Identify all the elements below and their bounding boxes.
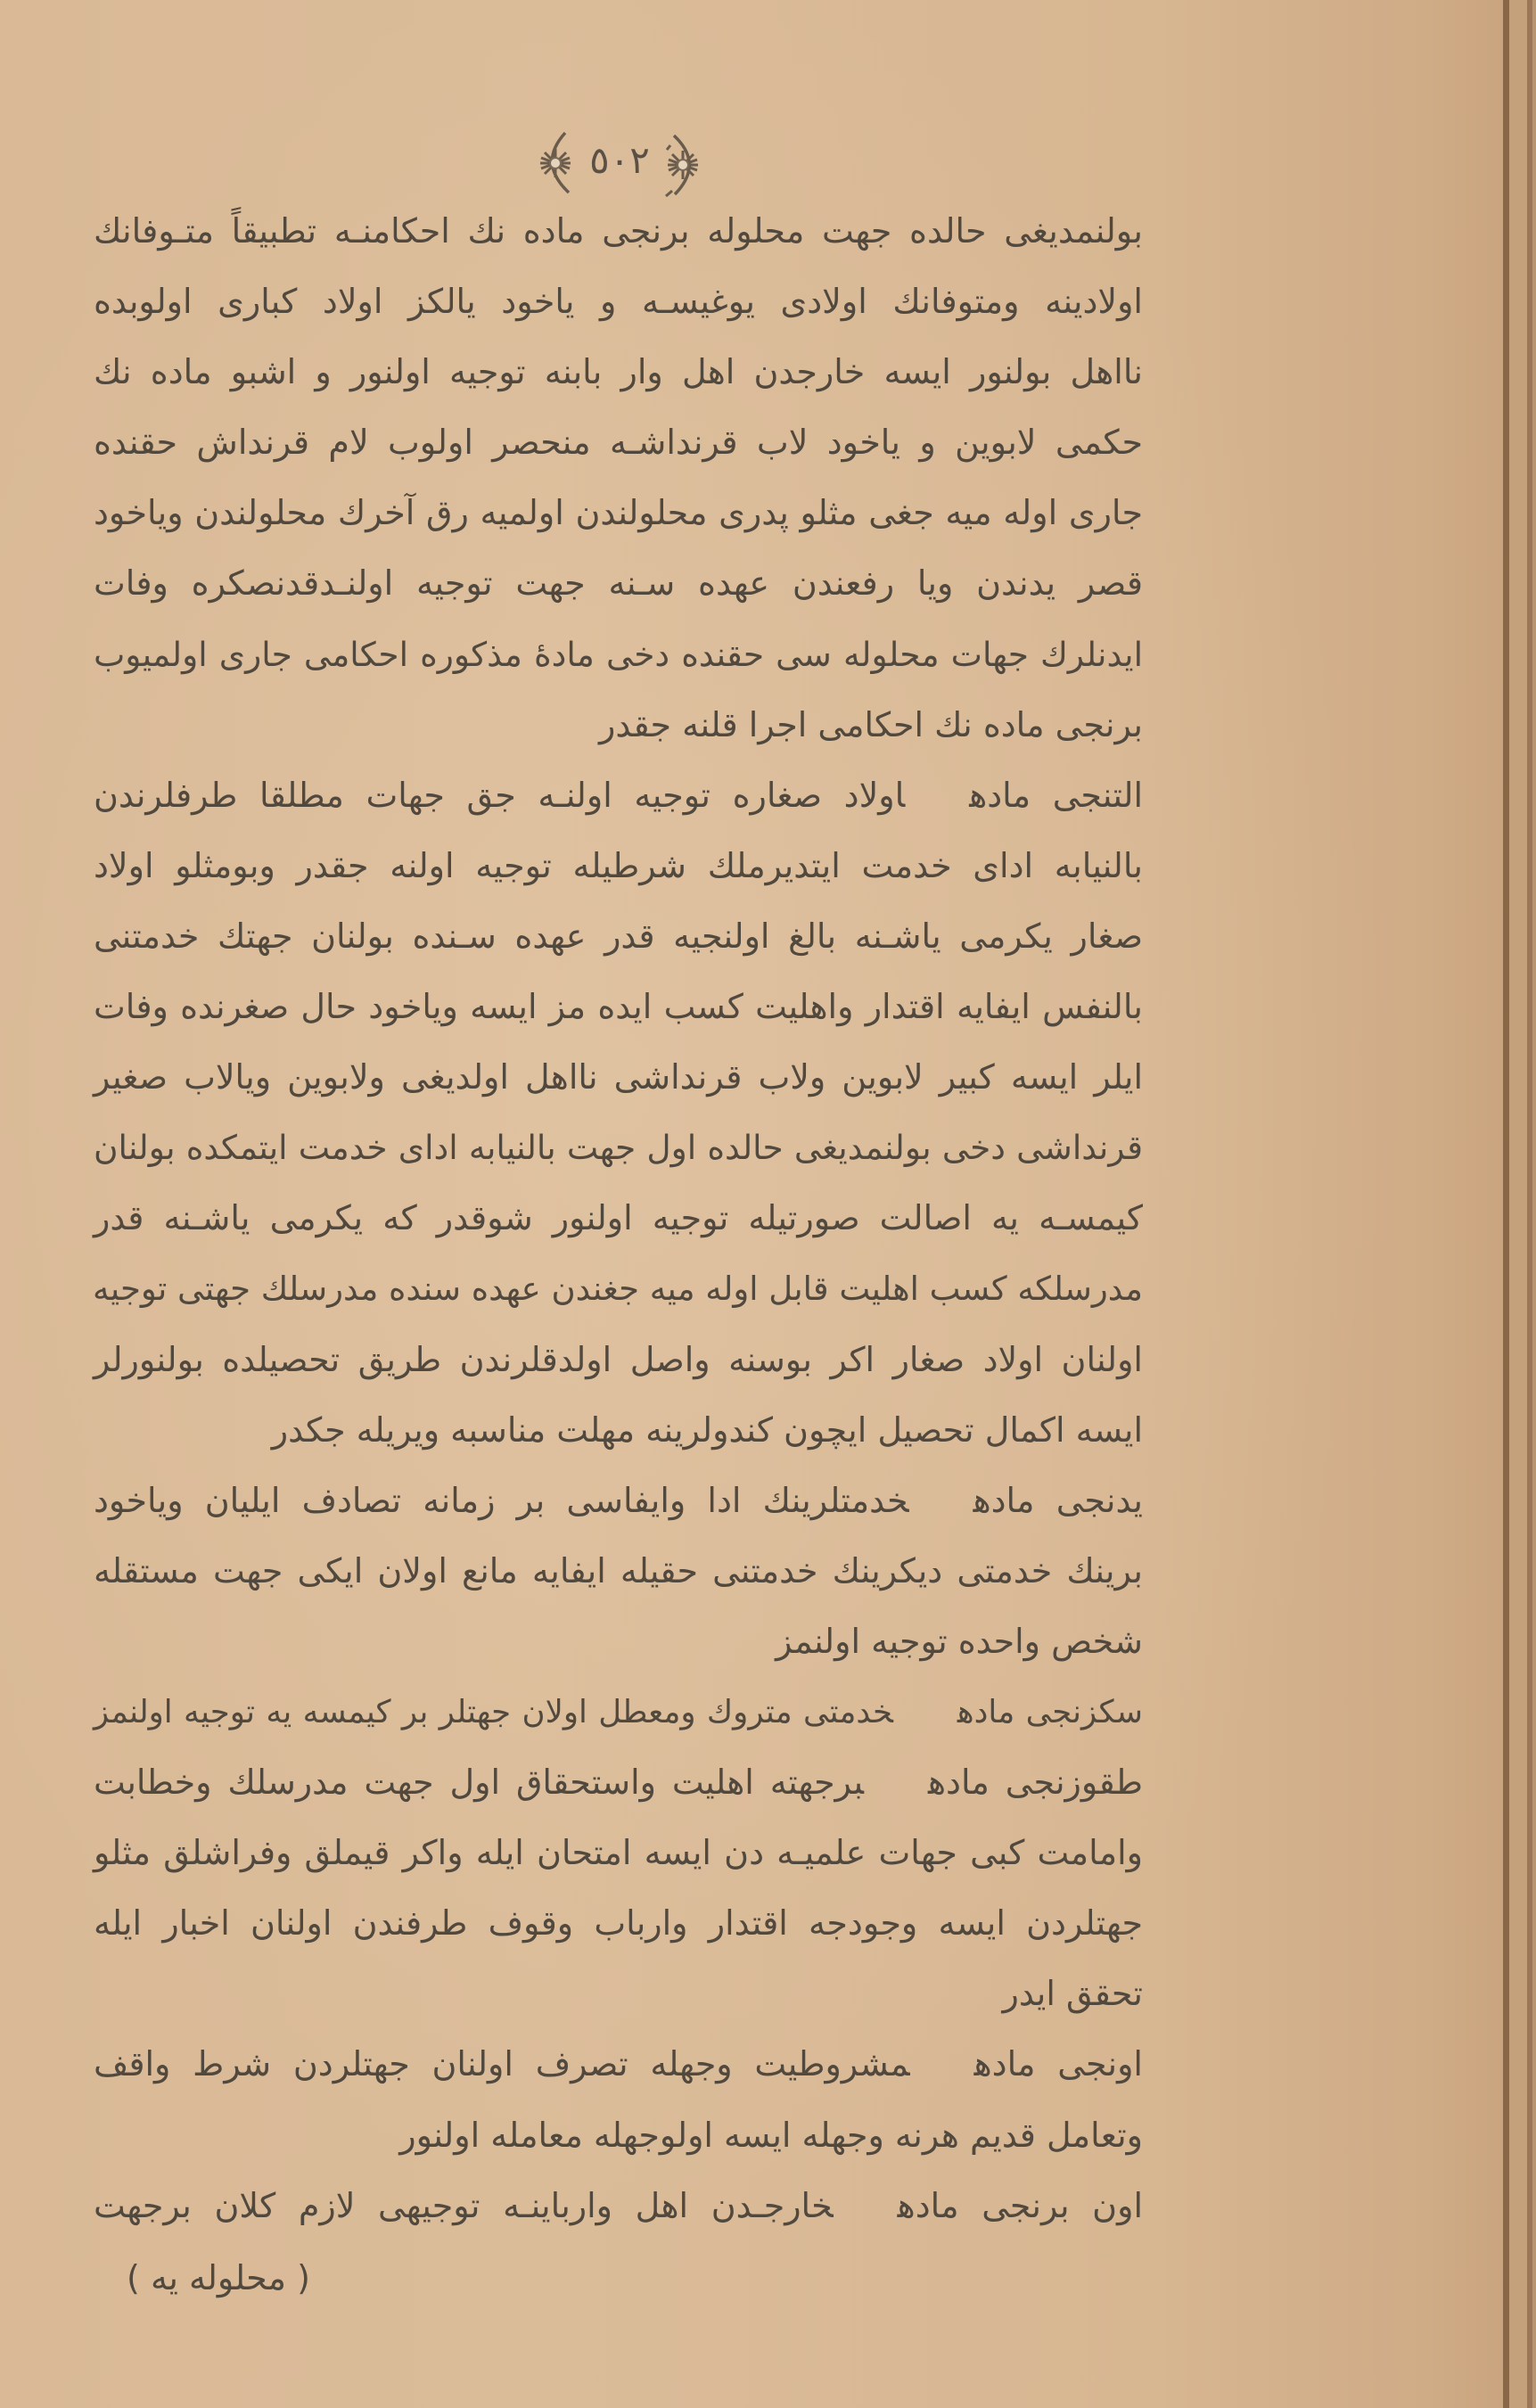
- catchword: ( محلوله یه ): [127, 2258, 310, 2297]
- text-line: اولنان اولاد صغار اكر بوسنه واصل اولدقلرندن طریق تحصیلده بولنورلر: [94, 1339, 1143, 1379]
- text-line: برینك خدمتی دیكرینك خدمتنی حقیله ایفایه مانع اولان ایكی جهت مستقله: [94, 1550, 1143, 1590]
- text-line: بالنفس ایفایه اقتدار واهلیت كسب ایده مز ایسه ویاخود حال صغرنده وفات: [94, 987, 1143, 1027]
- page-spine-edge: [1503, 0, 1509, 2408]
- page-number: ٥٠٢: [589, 138, 650, 182]
- article-heading: التنجی ماده: [969, 775, 1144, 815]
- text-line: ایلر ایسه كبیر لابوین ولاب قرنداشی نااهل اولدیغی ولابوین ویالاب صغیر: [94, 1057, 1143, 1097]
- text-line: قصر یدندن ویا رفعندن عهده سـنه جهت توجیه اولنـدقدنصكره وفات: [94, 563, 1143, 604]
- page-header: [526, 125, 713, 201]
- text-line-paragraph-end: وتعامل قدیم هرنه وجهله ایسه اولوجهله معامله اولنور: [399, 2115, 1143, 2155]
- text-line: جهتلردن ایسه وجودجه اقتدار وارباب وقوف طرفندن اولنان اخبار ایله: [94, 1903, 1143, 1944]
- text-line-paragraph-end: برنجی ماده نك احكامی اجرا قلنه جقدر: [599, 704, 1143, 744]
- article-text: برجهته اهلیت واستحقاق اول جهت مدرسلك وخطابت: [94, 1763, 864, 1803]
- text-line-paragraph-end: تحقق ایدر: [1002, 1974, 1143, 2014]
- text-line: بولنمدیغی حالده جهت محلوله برنجی ماده نك احكامنـه تطبیقاً متـوفانك: [94, 211, 1143, 251]
- article-7-line: [94, 1466, 1143, 1536]
- article-heading: اون برنجی ماده: [897, 2185, 1143, 2225]
- article-10-line: [94, 2029, 1143, 2100]
- article-text: خدمتلرینك ادا وایفاسی بر زمانه تصادف ایلیان ویاخود: [94, 1480, 909, 1520]
- text-line: كیمسـه یه اصالت صورتیله توجیه اولنور شوقدر كه یكرمی یاشـنه قدر: [94, 1198, 1143, 1238]
- article-heading: سكزنجی ماده: [957, 1693, 1143, 1730]
- text-line-paragraph-end: ایسه اكمال تحصیل ایچون كندولرینه مهلت مناسبه ویریله جكدر: [271, 1409, 1143, 1450]
- text-line: جاری اوله میه جغی مثلو پدری محلولندن اولمیه رق آخرك محلولندن ویاخود: [94, 493, 1143, 533]
- article-text: خدمتی متروك ومعطل اولان جهتلر بر كیمسه یه توجیه اولنمز: [94, 1693, 893, 1730]
- article-heading: اونجی ماده: [973, 2044, 1143, 2084]
- text-line: اولادینه ومتوفانك اولادی یوغیسـه و یاخود یالكز اولاد كباری اولوبده: [94, 282, 1143, 322]
- article-text: مشروطیت وجهله تصرف اولنان جهتلردن شرط واقف: [94, 2044, 910, 2084]
- page-spine-band: [1509, 0, 1527, 2408]
- text-line-paragraph-end: شخص واحده توجیه اولنمز: [776, 1621, 1143, 1661]
- article-heading: طقوزنجی ماده: [928, 1763, 1144, 1803]
- body-text: [94, 196, 1143, 2241]
- article-9-line: [94, 1747, 1143, 1818]
- article-8-line: [94, 1677, 1143, 1747]
- article-11-line: [94, 2171, 1143, 2241]
- text-line: نااهل بولنور ایسه خارجدن اهل وار بابنه توجیه اولنور و اشبو ماده نك: [94, 352, 1143, 392]
- text-line: قرنداشی دخی بولنمدیغی حالده اول جهت بالنیابه ادای خدمت ایتمكده بولنان: [94, 1128, 1143, 1168]
- article-6-line: [94, 760, 1143, 831]
- page-outer-edge: [1532, 0, 1536, 2408]
- text-line: حكمی لابوین و یاخود لاب قرنداشـه منحصر اولوب لام قرنداش حقنده: [94, 423, 1143, 463]
- article-heading: یدنجی ماده: [973, 1480, 1143, 1520]
- article-text: خارجـدن اهل وارباینـه توجیهی لازم كلان برجهت: [94, 2185, 834, 2225]
- article-text: اولاد صغاره توجیه اولنـه جق جهات مطلقا طرفلرندن: [94, 775, 906, 815]
- text-line: بالنیابه ادای خدمت ایتدیرملك شرطیله توجیه اولنه جقدر وبومثلو اولاد: [94, 845, 1143, 885]
- text-line: مدرسلكه كسب اهلیت قابل اوله میه جغندن عهده سنده مدرسلك جهتی توجیه: [92, 1270, 1143, 1309]
- text-line: وامامت كبی جهات علمیـه دن ایسه امتحان ایله واكر قیملق وفراشلق مثلو: [94, 1833, 1143, 1873]
- text-line: ایدنلرك جهات محلوله سی حقنده دخی مادهٔ مذكوره احكامی جاری اولمیوب: [94, 634, 1143, 674]
- text-line: صغار یكرمی یاشـنه بالغ اولنجیه قدر عهده سـنده بولنان جهتك خدمتنی: [94, 916, 1143, 956]
